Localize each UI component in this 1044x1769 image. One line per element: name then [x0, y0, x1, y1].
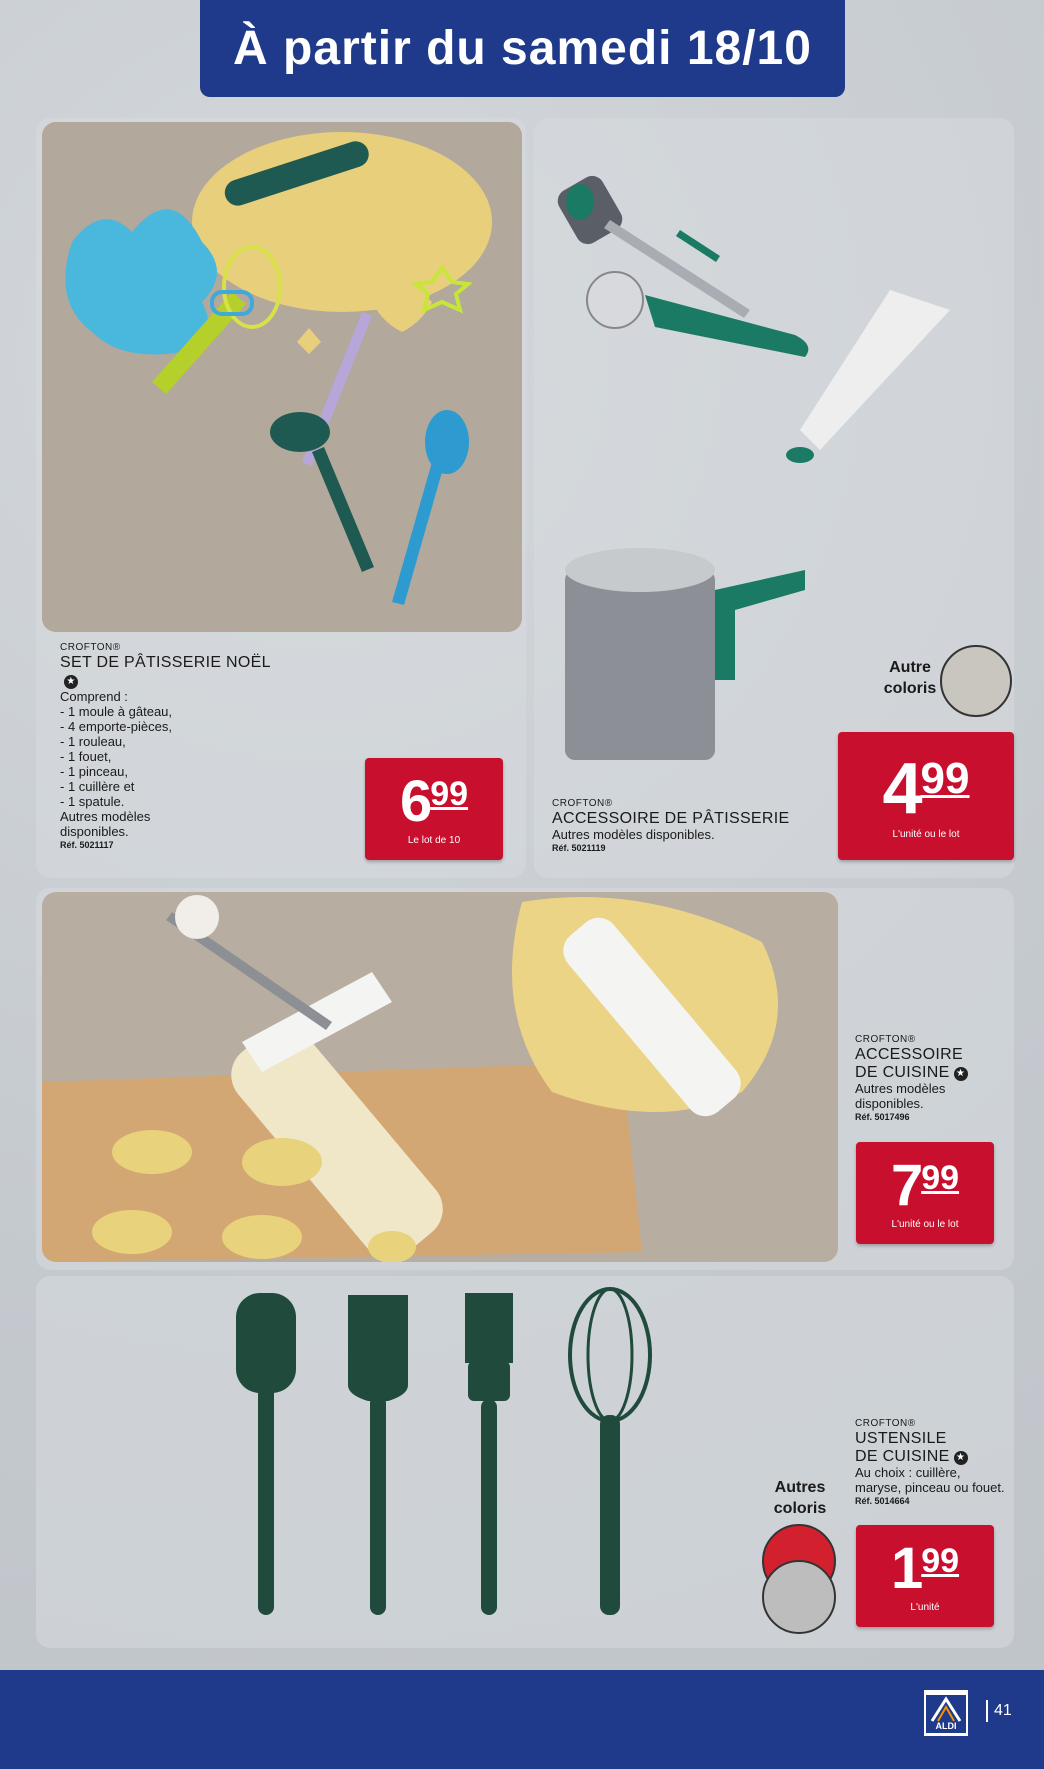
product-1-brand: CROFTON® — [60, 642, 121, 653]
title-line — [855, 1064, 1005, 1082]
title-line: ACCESSOIRE — [855, 1045, 963, 1063]
price-unit: Le lot de 10 — [407, 834, 461, 846]
star-icon: ★ — [954, 1067, 968, 1081]
desc-line: disponibles. — [60, 823, 129, 839]
product-2-info — [552, 798, 802, 853]
desc-line: - 1 fouet, — [60, 749, 112, 765]
date-banner: À partir du samedi 18/10 — [200, 0, 845, 97]
star-icon: ★ — [64, 675, 78, 689]
price-value — [890, 1152, 960, 1218]
product-2-ref: Réf. 5021119 — [552, 842, 606, 853]
product-1-title — [60, 654, 280, 691]
product-3-brand: CROFTON® — [855, 1034, 916, 1045]
product-2-color-swatch — [940, 645, 1012, 717]
product-4-info — [855, 1418, 1015, 1507]
product-2-color-note: Autre coloris — [883, 659, 937, 697]
desc-line: Autres modèles — [855, 1081, 946, 1097]
desc-line: - 1 pinceau, — [60, 763, 128, 779]
star-icon: ★ — [954, 1451, 968, 1465]
price-unit: L'unité ou le lot — [891, 1218, 959, 1230]
product-2-description: Autres modèles disponibles. — [552, 826, 715, 842]
desc-line: maryse, pinceau ou fouet. — [855, 1480, 1005, 1496]
price-dec: 99 — [920, 753, 970, 803]
page-number: 41 — [986, 1700, 1012, 1722]
price-dec: 99 — [921, 1541, 960, 1580]
price-int: 1 — [890, 1535, 922, 1601]
product-4-color-swatch-grey — [762, 1560, 836, 1634]
desc-line: - 1 rouleau, — [60, 734, 126, 750]
product-3-ref: Réf. 5017496 — [855, 1112, 910, 1123]
product-1-price-tag — [365, 758, 503, 860]
desc-line: disponibles. — [855, 1096, 924, 1112]
desc-line: - 1 spatule. — [60, 793, 125, 809]
desc-line: - 1 cuillère et — [60, 778, 135, 794]
product-4-description — [855, 1466, 1015, 1496]
product-3-price-tag — [856, 1142, 994, 1244]
product-1-ref: Réf. 5021117 — [60, 839, 114, 850]
utensils-photo — [220, 1285, 660, 1635]
price-int: 6 — [399, 768, 431, 834]
product-4-brand: CROFTON® — [855, 1418, 916, 1429]
price-int: 4 — [882, 748, 921, 829]
aldi-logo — [922, 1688, 970, 1738]
price-int: 7 — [890, 1152, 922, 1218]
title-line-text: DE CUISINE — [855, 1063, 950, 1081]
product-4-ref: Réf. 5014664 — [855, 1496, 910, 1507]
product-1-description — [60, 690, 280, 839]
product-2-brand: CROFTON® — [552, 798, 613, 809]
footer-bar — [0, 1670, 1044, 1769]
product-4-price-tag — [856, 1525, 994, 1627]
aldi-logo-mark — [926, 1695, 966, 1733]
price-unit: L'unité — [910, 1601, 940, 1613]
title-line: USTENSILE — [855, 1429, 947, 1447]
product-4-title — [855, 1430, 1015, 1467]
desc-line: Au choix : cuillère, — [855, 1465, 961, 1481]
product-3-description — [855, 1082, 1005, 1112]
product-4-color-note: Autres coloris — [773, 1479, 827, 1517]
product-2-price-tag — [838, 732, 1014, 860]
price-dec: 99 — [430, 774, 469, 813]
pastry-set-photo — [42, 122, 522, 632]
product-2-title: ACCESSOIRE DE PÂTISSERIE — [552, 809, 790, 827]
title-line — [855, 1448, 1015, 1466]
cookie-press-photo — [42, 892, 838, 1262]
price-value — [399, 768, 469, 834]
product-1-info — [60, 642, 280, 850]
desc-line: - 1 moule à gâteau, — [60, 704, 173, 720]
product-3-info — [855, 1034, 1005, 1123]
desc-line: - 4 emporte-pièces, — [60, 719, 172, 735]
desc-line: Autres modèles — [60, 808, 151, 824]
product-1-title-text: SET DE PÂTISSERIE NOËL — [60, 653, 271, 671]
price-value — [882, 748, 970, 829]
title-line-text: DE CUISINE — [855, 1447, 950, 1465]
aldi-logo-text: ALDI — [935, 1721, 957, 1731]
price-value — [890, 1535, 960, 1601]
desc-line: Comprend : — [60, 689, 128, 705]
product-3-title — [855, 1046, 1005, 1083]
price-dec: 99 — [921, 1158, 960, 1197]
price-unit: L'unité ou le lot — [892, 828, 960, 840]
